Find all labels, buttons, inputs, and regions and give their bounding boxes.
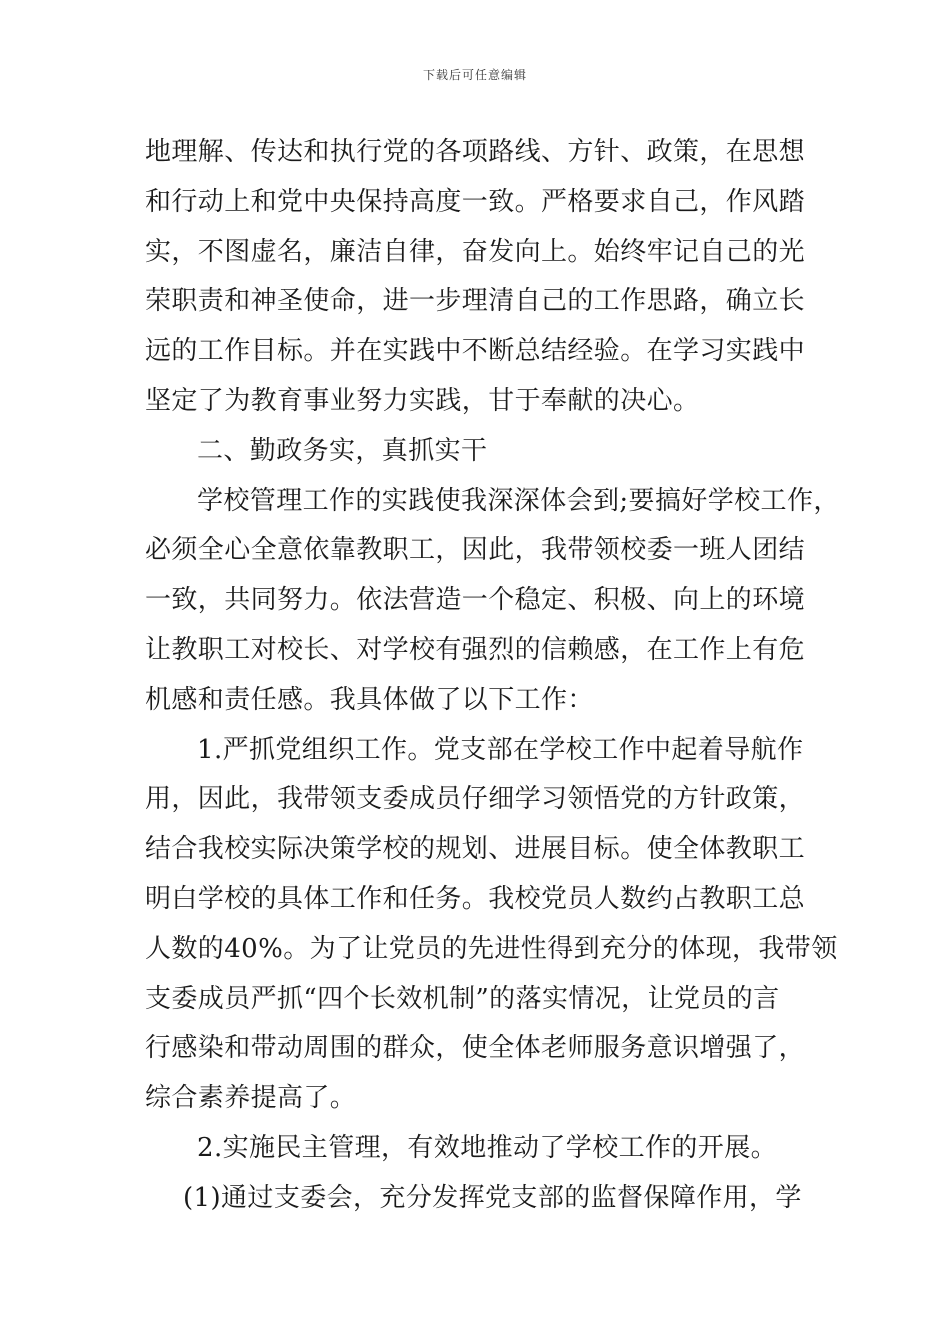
text-line: 学校管理工作的实践使我深深体会到;要搞好学校工作，	[197, 485, 840, 516]
text-line: 远的工作目标。并在实践中不断总结经验。在学习实践中	[145, 336, 806, 367]
text-line: 地理解、传达和执行党的各项路线、方针、政策，在思想	[145, 137, 806, 167]
list-item-2: 2.实施民主管理，有效地推动了学校工作的开展。	[197, 1132, 778, 1163]
text-line: 坚定了为教育事业努力实践，甘于奉献的决心。	[145, 385, 700, 416]
list-item-1: 1.严抓党组织工作。党支部在学校工作中起着导航作	[197, 734, 804, 765]
text-line: 人数的40%。为了让党员的先进性得到充分的体现，我带领	[145, 933, 838, 964]
text-line: 实，不图虚名，廉洁自律，奋发向上。始终牢记自己的光	[145, 236, 806, 267]
document-body	[145, 128, 840, 1224]
text-line: 行感染和带动周围的群众，使全体老师服务意识增强了，	[145, 1033, 806, 1064]
section-heading: 二、勤政务实，真抓实干	[197, 435, 488, 466]
text-line: 结合我校实际决策学校的规划、进展目标。使全体教职工	[145, 834, 806, 865]
text-line: 支委成员严抓“四个长效机制”的落实情况，让党员的言	[145, 983, 780, 1014]
text-line: 荣职责和神圣使命，进一步理清自己的工作思路，确立长	[145, 286, 806, 317]
text-line: 用，因此，我带领支委成员仔细学习领悟党的方针政策，	[145, 784, 806, 815]
text-line: 一致，共同努力。依法营造一个稳定、积极、向上的环境	[145, 585, 806, 616]
text-line: 机感和责任感。我具体做了以下工作：	[145, 684, 594, 715]
text-line: 必须全心全意依靠教职工，因此，我带领校委一班人团结	[145, 535, 806, 566]
text-line: 明白学校的具体工作和任务。我校党员人数约占教职工总	[145, 883, 806, 914]
sub-item-1: (1)通过支委会，充分发挥党支部的监督保障作用，学	[183, 1182, 802, 1213]
page-header: 下载后可任意编辑	[422, 68, 527, 82]
text-line: 让教职工对校长、对学校有强烈的信赖感，在工作上有危	[145, 634, 806, 665]
text-line: 综合素养提高了。	[145, 1083, 357, 1114]
text-line: 和行动上和党中央保持高度一致。严格要求自己，作风踏	[145, 186, 806, 217]
